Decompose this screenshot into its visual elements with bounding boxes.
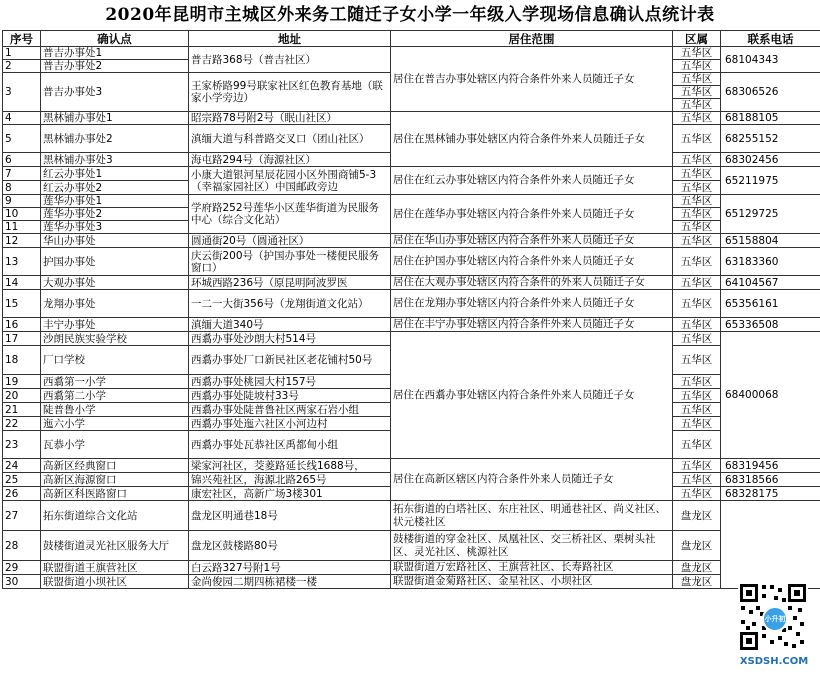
row-no: 4 — [3, 112, 41, 125]
row-district: 五华区 — [673, 195, 721, 208]
header-no: 序号 — [3, 31, 41, 47]
row-address: 西翥办事处瓦恭社区禹都甸小组 — [189, 431, 391, 459]
row-address: 小康大道银河星辰花园小区外围商铺5-3（幸福家园社区）中国邮政旁边 — [189, 167, 391, 195]
row-district: 五华区 — [673, 403, 721, 417]
row-scope: 居住在大观办事处辖区内符合条件的外来人员随迁子女 — [391, 276, 673, 290]
header-address: 地址 — [189, 31, 391, 47]
row-no: 13 — [3, 248, 41, 276]
row-district: 五华区 — [673, 153, 721, 167]
row-district: 五华区 — [673, 167, 721, 181]
table-row — [3, 195, 820, 208]
row-district: 五华区 — [673, 248, 721, 276]
row-address: 圆通街20号（圆通社区） — [189, 234, 391, 248]
row-scope: 居住在莲华办事处辖区内符合条件外来人员随迁子女 — [391, 195, 673, 234]
row-address: 盘龙区鼓楼路80号 — [189, 531, 391, 561]
row-district: 五华区 — [673, 276, 721, 290]
row-no: 26 — [3, 487, 41, 501]
row-district: 五华区 — [673, 473, 721, 487]
row-no: 11 — [3, 221, 41, 234]
row-address: 盘龙区明通巷18号 — [189, 501, 391, 531]
row-point: 鼓楼街道灵光社区服务大厅 — [41, 531, 189, 561]
row-point: 西翥第二小学 — [41, 389, 189, 403]
row-district: 五华区 — [673, 47, 721, 60]
row-district: 五华区 — [673, 375, 721, 389]
row-scope: 拓东街道的白塔社区、东庄社区、明通巷社区、尚义社区、状元楼社区 — [391, 501, 673, 531]
table-row — [3, 248, 820, 276]
row-district: 五华区 — [673, 318, 721, 332]
row-district: 五华区 — [673, 346, 721, 375]
row-address: 梁家河社区，茭菱路延长线1688号， — [189, 459, 391, 473]
row-no: 24 — [3, 459, 41, 473]
row-address: 西翥办事处厂口新民社区老花铺村50号 — [189, 346, 391, 375]
row-point: 普吉办事处2 — [41, 60, 189, 73]
row-phone: 65211975 — [721, 167, 820, 195]
row-phone: 68400068 — [721, 332, 820, 459]
row-district: 五华区 — [673, 234, 721, 248]
row-point: 厂口学校 — [41, 346, 189, 375]
table-row — [3, 561, 820, 575]
row-no: 17 — [3, 332, 41, 346]
row-scope: 居住在护国办事处辖区内符合条件外来人员随迁子女 — [391, 248, 673, 276]
watermark-text: XSDSH.COM — [734, 656, 814, 667]
row-district: 五华区 — [673, 125, 721, 153]
row-no: 18 — [3, 346, 41, 375]
row-scope: 居住在丰宁办事处辖区内符合条件外来人员随迁子女 — [391, 318, 673, 332]
row-address: 一二一大街356号（龙翔街道文化站） — [189, 290, 391, 318]
row-point: 联盟街道王旗营社区 — [41, 561, 189, 575]
row-phone: 63183360 — [721, 248, 820, 276]
row-district: 五华区 — [673, 389, 721, 403]
row-address: 白云路327号附1号 — [189, 561, 391, 575]
row-point: 大观办事处 — [41, 276, 189, 290]
row-no: 8 — [3, 181, 41, 195]
row-scope: 居住在黑林铺办事处辖区内符合条件外来人员随迁子女 — [391, 112, 673, 167]
row-scope: 居住在普吉办事处辖区内符合条件外来人员随迁子女 — [391, 47, 673, 112]
row-no: 25 — [3, 473, 41, 487]
row-district: 盘龙区 — [673, 561, 721, 575]
row-no: 27 — [3, 501, 41, 531]
row-no: 9 — [3, 195, 41, 208]
row-no: 3 — [3, 73, 41, 112]
row-no: 15 — [3, 290, 41, 318]
row-district: 五华区 — [673, 221, 721, 234]
row-district: 五华区 — [673, 99, 721, 112]
row-address: 金尚俊园二期四栋裙楼一楼 — [189, 575, 391, 589]
row-scope: 居住在龙翔办事处辖区内符合条件外来人员随迁子女 — [391, 290, 673, 318]
row-point: 联盟街道小坝社区 — [41, 575, 189, 589]
row-address: 王家桥路99号联家社区红色教育基地（联家小学旁边） — [189, 73, 391, 112]
table-row — [3, 575, 820, 589]
row-no: 21 — [3, 403, 41, 417]
row-address: 西翥办事处桃园大村157号 — [189, 375, 391, 389]
row-district: 五华区 — [673, 332, 721, 346]
row-point: 黑林铺办事处2 — [41, 125, 189, 153]
row-district: 五华区 — [673, 112, 721, 125]
row-point: 普吉办事处1 — [41, 47, 189, 60]
qr-badge — [762, 606, 788, 632]
header-district: 区属 — [673, 31, 721, 47]
row-no: 2 — [3, 60, 41, 73]
row-phone: 64104567 — [721, 276, 820, 290]
row-point: 黑林铺办事处3 — [41, 153, 189, 167]
row-district: 五华区 — [673, 417, 721, 431]
row-point: 陡普鲁小学 — [41, 403, 189, 417]
table-row — [3, 531, 820, 561]
row-address: 海屯路294号（海源社区） — [189, 153, 391, 167]
row-address: 西翥办事处迤六社区小河边村 — [189, 417, 391, 431]
row-district: 五华区 — [673, 181, 721, 195]
row-address: 康宏社区，高新广场3楼301 — [189, 487, 391, 501]
row-district: 五华区 — [673, 290, 721, 318]
row-phone: 68104343 — [721, 47, 820, 73]
table-row — [3, 112, 820, 125]
header-point: 确认点 — [41, 31, 189, 47]
row-address: 昭宗路78号附2号（眠山社区） — [189, 112, 391, 125]
row-point: 瓦恭小学 — [41, 431, 189, 459]
row-no: 6 — [3, 153, 41, 167]
header-row — [3, 31, 820, 47]
table-row — [3, 459, 820, 473]
row-point: 西翥第一小学 — [41, 375, 189, 389]
row-scope: 居住在西翥办事处辖区内符合条件外来人员随迁子女 — [391, 332, 673, 459]
row-point: 高新区海源窗口 — [41, 473, 189, 487]
row-no: 10 — [3, 208, 41, 221]
row-no: 16 — [3, 318, 41, 332]
row-no: 23 — [3, 431, 41, 459]
row-district: 五华区 — [673, 86, 721, 99]
row-no: 19 — [3, 375, 41, 389]
row-scope: 居住在高新区辖区内符合条件外来人员随迁子女 — [391, 459, 673, 501]
row-district: 五华区 — [673, 431, 721, 459]
row-no: 14 — [3, 276, 41, 290]
row-scope: 居住在华山办事处辖区内符合条件外来人员随迁子女 — [391, 234, 673, 248]
page-title: 2020年昆明市主城区外来务工随迁子女小学一年级入学现场信息确认点统计表 — [105, 5, 715, 25]
row-point: 迤六小学 — [41, 417, 189, 431]
row-phone: 65129725 — [721, 195, 820, 234]
table-row — [3, 47, 820, 60]
row-phone — [721, 501, 820, 589]
row-point: 丰宁办事处 — [41, 318, 189, 332]
row-district: 五华区 — [673, 459, 721, 473]
qr-badge-text: 小升初 — [764, 615, 786, 623]
table-row — [3, 167, 820, 181]
row-no: 5 — [3, 125, 41, 153]
row-point: 普吉办事处3 — [41, 73, 189, 112]
row-phone: 68318566 — [721, 473, 820, 487]
row-scope: 鼓楼街道的穿金社区、凤凰社区、交三桥社区、栗树头社区、灵光社区、桃源社区 — [391, 531, 673, 561]
row-point: 拓东街道综合文化站 — [41, 501, 189, 531]
row-phone: 65356161 — [721, 290, 820, 318]
row-scope: 联盟街道金菊路社区、金星社区、小坝社区 — [391, 575, 673, 589]
row-point: 沙朗民族实验学校 — [41, 332, 189, 346]
row-point: 黑林铺办事处1 — [41, 112, 189, 125]
row-scope: 联盟街道万宏路社区、王旗营社区、长寿路社区 — [391, 561, 673, 575]
row-phone: 68319456 — [721, 459, 820, 473]
row-point: 华山办事处 — [41, 234, 189, 248]
statistics-table — [2, 30, 820, 589]
row-scope: 居住在红云办事处辖区内符合条件外来人员随迁子女 — [391, 167, 673, 195]
row-point: 红云办事处2 — [41, 181, 189, 195]
row-point: 红云办事处1 — [41, 167, 189, 181]
table-row — [3, 290, 820, 318]
row-no: 20 — [3, 389, 41, 403]
row-point: 莲华办事处1 — [41, 195, 189, 208]
header-phone: 联系电话 — [721, 31, 820, 47]
row-point: 高新区科医路窗口 — [41, 487, 189, 501]
row-no: 28 — [3, 531, 41, 561]
row-point: 护国办事处 — [41, 248, 189, 276]
row-district: 五华区 — [673, 208, 721, 221]
table-row — [3, 318, 820, 332]
row-no: 30 — [3, 575, 41, 589]
row-phone: 68255152 — [721, 125, 820, 153]
header-scope: 居住范围 — [391, 31, 673, 47]
row-district: 五华区 — [673, 487, 721, 501]
row-phone: 68188105 — [721, 112, 820, 125]
row-district: 盘龙区 — [673, 501, 721, 531]
row-address: 西翥办事处陡普鲁社区两家石岩小组 — [189, 403, 391, 417]
row-no: 22 — [3, 417, 41, 431]
row-point: 龙翔办事处 — [41, 290, 189, 318]
row-district: 五华区 — [673, 60, 721, 73]
row-address: 庆云街200号（护国办事处一楼便民服务窗口） — [189, 248, 391, 276]
table-row — [3, 332, 820, 346]
row-district: 五华区 — [673, 73, 721, 86]
row-no: 1 — [3, 47, 41, 60]
table-row — [3, 501, 820, 531]
row-address: 西翥办事处陡坡村33号 — [189, 389, 391, 403]
row-no: 12 — [3, 234, 41, 248]
row-point: 莲华办事处2 — [41, 208, 189, 221]
row-address: 锦兴苑社区，海源北路265号 — [189, 473, 391, 487]
row-no: 7 — [3, 167, 41, 181]
row-phone: 68302456 — [721, 153, 820, 167]
row-address: 西翥办事处沙朗大村514号 — [189, 332, 391, 346]
row-district: 盘龙区 — [673, 575, 721, 589]
row-phone: 65336508 — [721, 318, 820, 332]
row-address: 学府路252号莲华小区莲华街道为民服务中心（综合文化站） — [189, 195, 391, 234]
row-phone: 65158804 — [721, 234, 820, 248]
row-address: 普吉路368号（普吉社区） — [189, 47, 391, 73]
table-row — [3, 234, 820, 248]
table-row — [3, 276, 820, 290]
row-district: 盘龙区 — [673, 531, 721, 561]
row-address: 滇缅大道与科普路交叉口（团山社区） — [189, 125, 391, 153]
row-phone: 68328175 — [721, 487, 820, 501]
row-phone: 68306526 — [721, 73, 820, 112]
row-no: 29 — [3, 561, 41, 575]
row-address: 环城西路236号（原昆明阿波罗医 — [189, 276, 391, 290]
qr-code-image — [738, 582, 808, 652]
row-point: 莲华办事处3 — [41, 221, 189, 234]
row-address: 滇缅大道340号 — [189, 318, 391, 332]
row-point: 高新区经典窗口 — [41, 459, 189, 473]
